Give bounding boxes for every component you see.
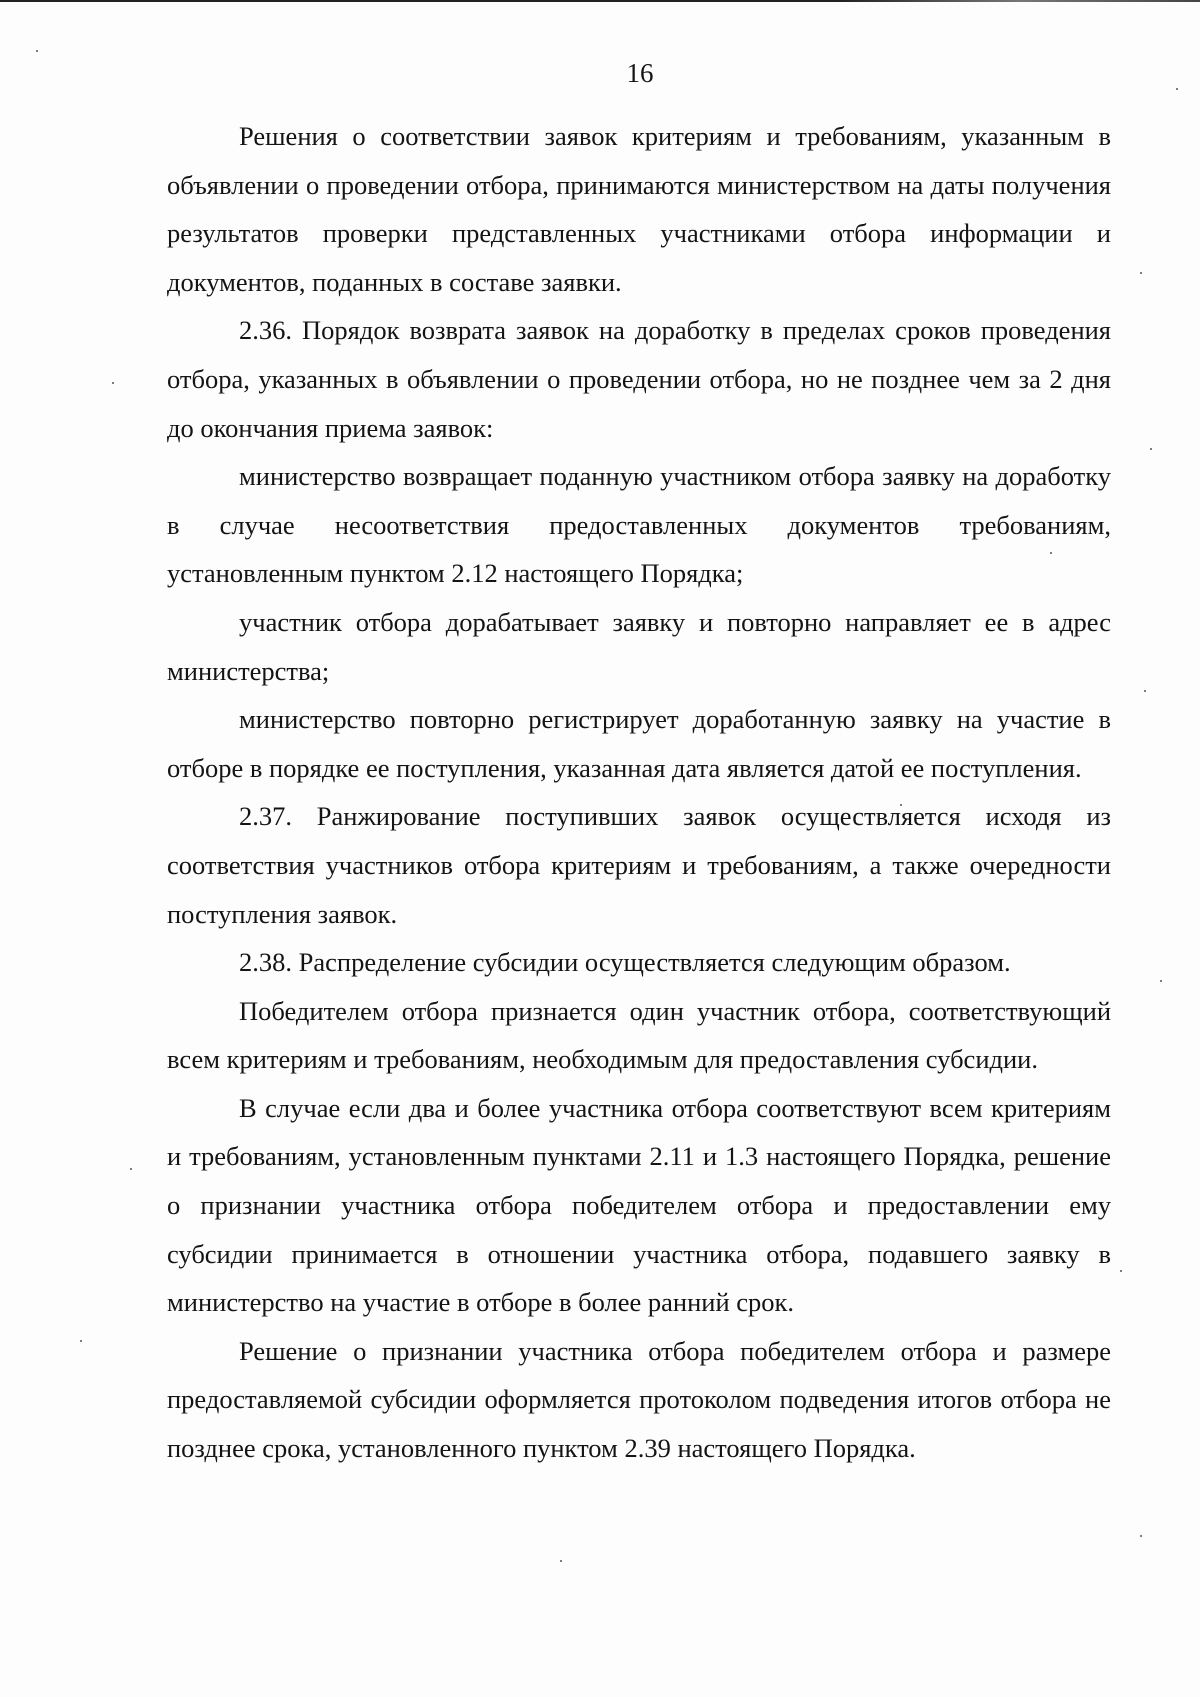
paragraph-2-36: 2.36. Порядок возврата заявок на доработку в пределах сроков проведения отбора, указанных в объявлении о проведении отбора, но не позднее чем за 2 дня до окончания приема заявок: — [167, 315, 1111, 443]
paragraph-2-38: 2.38. Распределение субсидии осуществляется следующим образом. — [239, 947, 1011, 978]
paragraph-decisions: Решения о соответствии заявок критериям и требованиям, указанным в объявлении о проведении отбора, принимаются министерством на даты получения результатов проверки представленных участниками отбора информации и документов, поданных в составе заявки. — [167, 121, 1111, 297]
document-body — [167, 112, 1111, 1473]
paragraph-multiple-participants: В случае если два и более участника отбора соответствуют всем критериям и требованиям, установленным пунктами 2.11 и 1.3 настоящего Порядка, решение о признании участника отбора победителем отбора и предоставлении ему субсидии принимается в отношении участника отбора, подавшего заявку в министерство на участие в отборе в более ранний срок. — [167, 1092, 1111, 1318]
paragraph-participant-revises: участник отбора дорабатывает заявку и повторно направляет ее в адрес министерства; — [167, 606, 1111, 686]
page-number: 16 — [626, 58, 654, 88]
paragraph-2-37: 2.37. Ранжирование поступивших заявок осуществляется исходя из соответствия участников отбора критериям и требованиям, а также очередности поступления заявок. — [167, 801, 1111, 929]
paragraph-ministry-reregisters: министерство повторно регистрирует доработанную заявку на участие в отборе в порядке ее поступления, указанная дата является датой ее поступления. — [167, 704, 1111, 783]
scan-top-edge — [0, 0, 1200, 2]
paragraph-ministry-returns: министерство возвращает поданную участником отбора заявку на доработку в случае несоответствия предоставленных документов требованиям, установленным пунктом 2.12 настоящего Порядка; — [167, 461, 1111, 589]
paragraph-winner: Победителем отбора признается один участник отбора, соответствующий всем критериям и требованиям, необходимым для предоставления субсидии. — [167, 995, 1111, 1075]
paragraph-protocol: Решение о признании участника отбора победителем отбора и размере предоставляемой субсидии оформляется протоколом подведения итогов отбора не позднее срока, установленного пунктом 2.39 настоящего Порядка. — [167, 1335, 1111, 1464]
